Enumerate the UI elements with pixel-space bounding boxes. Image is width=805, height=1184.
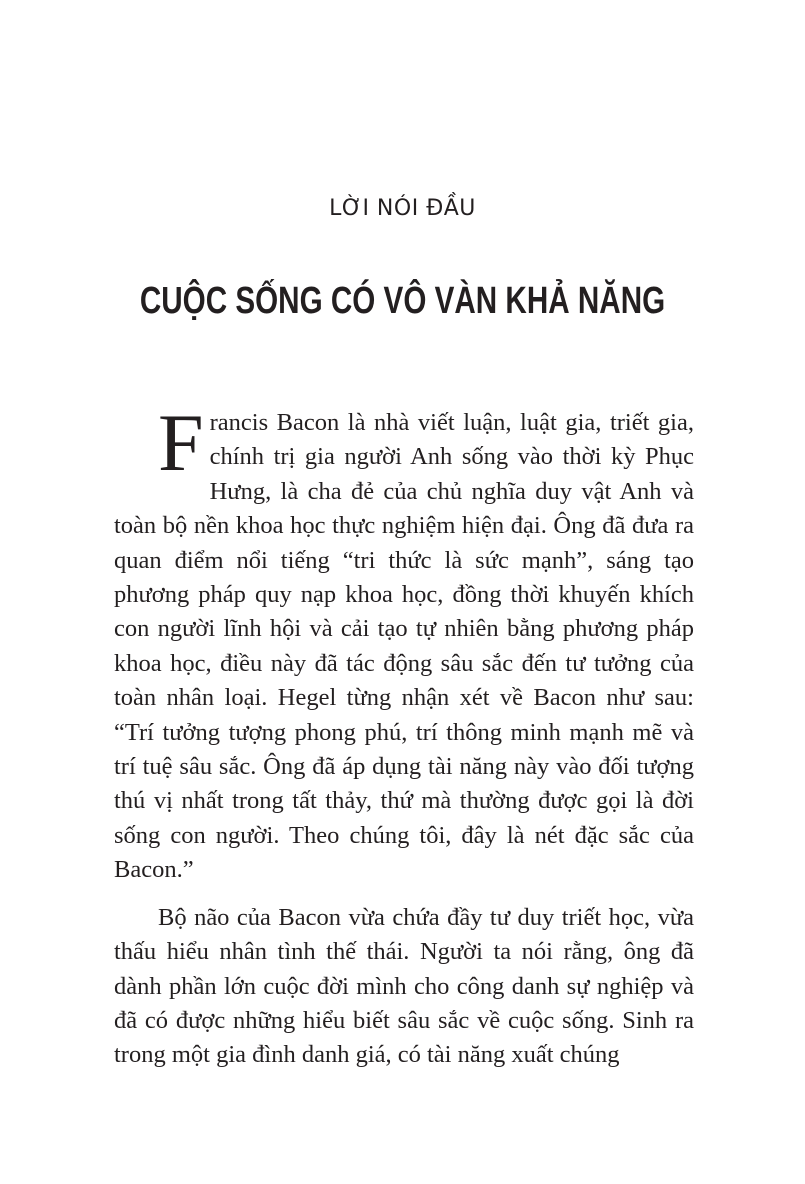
chapter-title: CUỘC SỐNG CÓ VÔ VÀN KHẢ NĂNG: [139, 280, 666, 322]
chapter-label: LỜI NÓI ĐẦU: [329, 196, 476, 221]
paragraph-2: [114, 901, 694, 1073]
paragraph-1-text: rancis Bacon là nhà viết luận, luật gia, triết gia, chính trị gia người Anh sống vào thời kỳ Phục Hưng, là cha đẻ của chủ nghĩa duy vật Anh và toàn bộ nền khoa học thực nghiệm hiện đại. Ông đã đưa ra quan điểm nổi tiếng “tri thức là sức mạnh”, sáng tạo phương pháp quy nạp khoa học, đồng thời khuyến khích con người lĩnh hội và cải tạo tự nhiên bằng phương pháp khoa học, điều này đã tác động sâu sắc đến tư tưởng của toàn nhân loại. Hegel từng nhận xét về Bacon như sau: “Trí tưởng tượng phong phú, trí thông minh mạnh mẽ và trí tuệ sâu sắc. Ông đã áp dụng tài năng này vào đối tượng thú vị nhất trong tất thảy, thứ mà thường được gọi là đời sống con người. Theo chúng tôi, đây là nét đặc sắc của Bacon.”: [114, 409, 694, 884]
paragraph-2-text: Bộ não của Bacon vừa chứa đầy tư duy triết học, vừa thấu hiểu nhân tình thế thái. Người ta nói rằng, ông đã dành phần lớn cuộc đời mình cho công danh sự nghiệp và đã có được những hiểu biết sâu sắc về cuộc sống. Sinh ra trong một gia đình danh giá, có tài năng xuất chúng: [114, 903, 694, 1069]
paragraph-1: [114, 397, 694, 888]
drop-cap: F: [158, 397, 204, 488]
body-text: [114, 397, 694, 1073]
